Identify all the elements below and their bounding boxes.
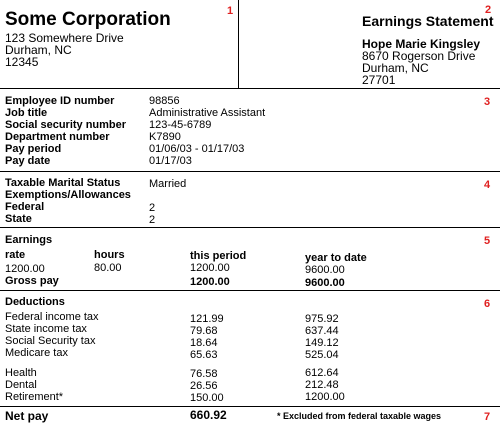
- department-label: Department number: [5, 131, 110, 143]
- state-value: 2: [149, 214, 156, 226]
- net-pay-label: Net pay: [5, 409, 49, 423]
- section-number-6: 6: [484, 298, 491, 310]
- earnings-ytd-value: 9600.00: [305, 264, 345, 276]
- gross-pay-label: Gross pay: [5, 275, 59, 287]
- company-zip: 12345: [5, 55, 39, 69]
- hours-value: 80.00: [94, 262, 122, 274]
- job-title-label: Job title: [5, 107, 48, 119]
- deduction-period-value: 26.56: [190, 380, 218, 392]
- company-city: Durham, NC: [5, 43, 72, 57]
- employee-name: Hope Marie Kingsley: [362, 37, 481, 51]
- employee-street: 8670 Rogerson Drive: [362, 49, 476, 63]
- year-to-date-column-header: year to date: [305, 252, 367, 264]
- company-street: 123 Somewhere Drive: [5, 31, 124, 45]
- deduction-label: Dental: [5, 379, 37, 391]
- deduction-period-value: 150.00: [190, 392, 224, 404]
- deduction-ytd-value: 1200.00: [305, 391, 345, 403]
- pay-period-value: 01/06/03 - 01/17/03: [149, 143, 245, 155]
- marital-status-label: Taxable Marital Status: [5, 177, 121, 189]
- employee-id-label: Employee ID number: [5, 95, 115, 107]
- net-pay-footnote: * Excluded from federal taxable wages: [277, 411, 442, 421]
- federal-label: Federal: [5, 201, 45, 213]
- state-label: State: [5, 213, 32, 225]
- employee-id-value: 98856: [149, 95, 180, 107]
- deduction-ytd-value: 637.44: [305, 325, 339, 337]
- statement-title: Earnings Statement: [362, 13, 494, 29]
- pay-period-label: Pay period: [5, 143, 62, 155]
- gross-pay-ytd-value: 9600.00: [305, 277, 345, 289]
- section-number-1: 1: [227, 5, 234, 17]
- department-value: K7890: [149, 131, 181, 143]
- section-number-5: 5: [484, 235, 491, 247]
- exemptions-label: Exemptions/Allowances: [5, 189, 131, 201]
- ssn-value: 123-45-6789: [149, 119, 212, 131]
- divider-header-bottom: [0, 88, 500, 89]
- divider-earnings-bottom: [0, 290, 500, 291]
- pay-date-value: 01/17/03: [149, 155, 192, 167]
- deduction-ytd-value: 975.92: [305, 313, 339, 325]
- divider-tax-bottom: [0, 227, 500, 228]
- deduction-period-value: 121.99: [190, 313, 224, 325]
- deduction-label: Retirement*: [5, 391, 64, 403]
- divider-deductions-bottom: [0, 406, 500, 407]
- deduction-period-value: 76.58: [190, 368, 218, 380]
- rate-value: 1200.00: [5, 263, 45, 275]
- ssn-label: Social security number: [5, 119, 127, 131]
- hours-column-header: hours: [94, 249, 125, 261]
- deduction-ytd-value: 149.12: [305, 337, 339, 349]
- section-number-7: 7: [484, 411, 491, 423]
- employee-city: Durham, NC: [362, 61, 429, 75]
- deduction-ytd-value: 525.04: [305, 349, 339, 361]
- earnings-heading: Earnings: [5, 234, 53, 246]
- section-number-2: 2: [485, 4, 492, 16]
- section-number-4: 4: [484, 179, 491, 191]
- pay-date-label: Pay date: [5, 155, 51, 167]
- deductions-heading: Deductions: [5, 296, 65, 308]
- rate-column-header: rate: [5, 249, 26, 261]
- divider-employee-bottom: [0, 171, 500, 172]
- deduction-period-value: 18.64: [190, 337, 218, 349]
- divider-header-vertical: [238, 0, 239, 88]
- deduction-period-value: 65.63: [190, 349, 218, 361]
- job-title-value: Administrative Assistant: [149, 107, 266, 119]
- deduction-ytd-value: 212.48: [305, 379, 339, 391]
- deduction-label: Social Security tax: [5, 335, 96, 347]
- section-number-3: 3: [484, 96, 491, 108]
- deduction-period-value: 79.68: [190, 325, 218, 337]
- deduction-label: Medicare tax: [5, 347, 68, 359]
- deduction-label: Health: [5, 367, 37, 379]
- federal-value: 2: [149, 202, 156, 214]
- deduction-ytd-value: 612.64: [305, 367, 339, 379]
- company-name: Some Corporation: [5, 9, 171, 30]
- earnings-period-value: 1200.00: [190, 262, 230, 274]
- gross-pay-period-value: 1200.00: [190, 276, 230, 288]
- employee-zip: 27701: [362, 73, 396, 87]
- net-pay-value: 660.92: [190, 408, 227, 422]
- deduction-label: State income tax: [5, 323, 87, 335]
- marital-status-value: Married: [149, 178, 187, 190]
- deduction-label: Federal income tax: [5, 311, 99, 323]
- this-period-column-header: this period: [190, 250, 247, 262]
